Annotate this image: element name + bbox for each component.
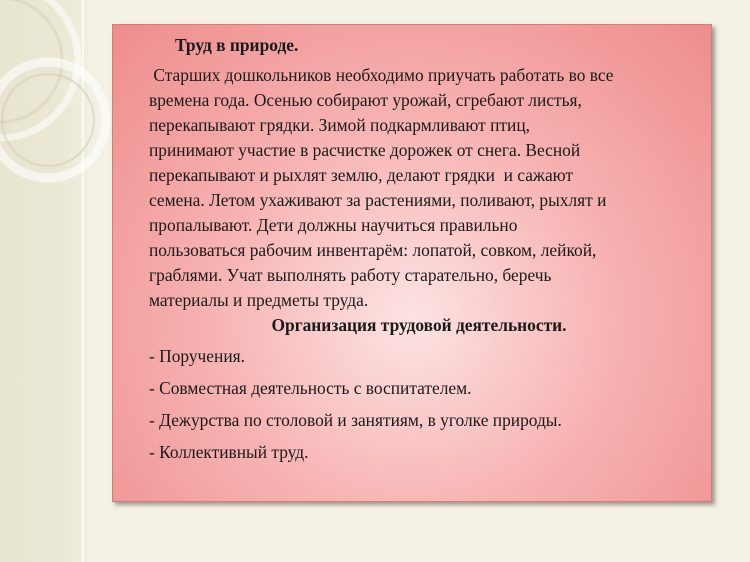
paragraph-line: перекапывают грядки. Зимой подкармливают птиц, [149, 115, 530, 135]
paragraph-line: материалы и предметы труда. [149, 290, 369, 310]
slide-panel [112, 24, 712, 502]
paragraph-line: граблями. Учат выполнять работу старательно, беречь [149, 265, 552, 285]
list-item: - Совместная деятельность с воспитателем. [149, 378, 472, 398]
paragraph-line: перекапывают и рыхлят землю, делают грядки и сажают [149, 165, 574, 185]
list-item: - Поручения. [149, 346, 245, 366]
paragraph-line: времена года. Осенью собирают урожай, сгребают листья, [149, 90, 582, 110]
body-paragraph [149, 63, 709, 313]
paragraph-line: пользоваться рабочим инвентарём: лопатой, совком, лейкой, [149, 240, 597, 260]
activity-list [149, 344, 709, 465]
list-item: - Дежурства по столовой и занятиям, в уголке природы. [149, 410, 562, 430]
paragraph-line: семена. Летом ухаживают за растениями, поливают, рыхлят и [149, 190, 607, 210]
slide-content [149, 33, 709, 472]
list-item: - Коллективный труд. [149, 442, 309, 462]
slide-title: Труд в природе. [175, 35, 299, 55]
paragraph-line: пропалывают. Дети должны научиться правильно [149, 215, 518, 235]
paragraph-line: принимают участие в расчистке дорожек от снега. Весной [149, 140, 581, 160]
slide-subtitle: Организация трудовой деятельности. [271, 315, 567, 335]
paragraph-line: Старших дошкольников необходимо приучать работать во все [149, 65, 614, 85]
